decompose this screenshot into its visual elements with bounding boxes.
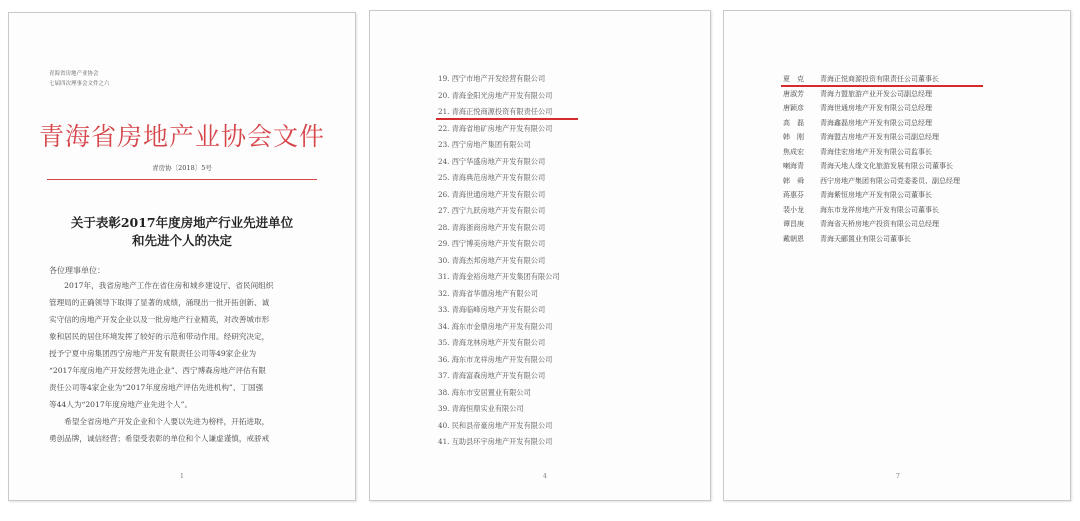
red-header-title: 青海省房地产业协会文件: [38, 122, 325, 151]
person-title: 青海省天桥房地产投资有限公司总经理: [820, 220, 939, 228]
person-name: 高 磊: [783, 118, 804, 127]
heading-line-1: 关于表彰2017年度房地产行业先进单位: [70, 215, 294, 230]
person-row: [783, 89, 960, 104]
body-line: 管理局的正确领导下取得了显著的成绩，涌现出一批开拓创新、诚: [49, 298, 270, 307]
list-item: 32. 青海省华德房地产有限公司: [438, 288, 538, 298]
person-name: 焦成宏: [783, 147, 804, 156]
company-list: [438, 74, 560, 454]
person-title: 西宁房地产集团有限公司党委委员、副总经理: [820, 176, 960, 185]
person-name: 裴小龙: [783, 205, 804, 214]
closing-line: 希望全省房地产开发企业和个人要以先进为榜样，开拓进取，: [49, 417, 270, 426]
person-title: 青海鑫磊房地产开发有限公司总经理: [820, 118, 932, 127]
person-row: [783, 118, 960, 133]
list-item: 23. 西宁房地产集团有限公司: [438, 140, 531, 149]
person-row: [783, 176, 960, 191]
document-number: 青房协〔2018〕5号: [152, 164, 212, 172]
body-line: 责任公司等4家企业为“2017年度房地产评估先进机构”、丁国强: [49, 383, 264, 392]
person-row: [783, 161, 960, 176]
person-list: [783, 74, 960, 248]
list-item: 28. 青海浙商房地产开发有限公司: [438, 222, 546, 232]
document-page-1: [8, 12, 356, 501]
person-row: [783, 190, 960, 205]
red-divider: [47, 179, 317, 180]
person-row-highlighted: [783, 74, 960, 89]
person-row: [783, 234, 960, 249]
heading-line-2: 和先进个人的决定: [131, 233, 232, 248]
person-row: [783, 219, 960, 234]
body-line: 等44人为“2017年度房地产业先进个人”。: [49, 400, 193, 409]
person-title: 青海天郦置业有限公司董事长: [820, 234, 911, 243]
body-line: “2017年度房地产开发经营先进企业”、西宁博森房地产评估有限: [49, 366, 266, 375]
closing-paragraph: [49, 413, 319, 447]
page-number: 4: [543, 473, 547, 480]
person-title: 青海天地人缘文化旅游发展有限公司董事长: [820, 162, 953, 170]
person-name: 唐颖彦: [783, 104, 804, 112]
closing-line: 勇创品牌，诚信经营；希望受表彰的单位和个人谦虚谨慎，戒骄戒: [49, 434, 270, 443]
list-item: 24. 西宁华盛房地产开发有限公司: [438, 156, 546, 166]
person-title: 青海世通房地产开发有限公司总经理: [820, 104, 932, 112]
person-name: 戴朝恩: [783, 234, 804, 243]
list-item: 37. 青海富森房地产开发有限公司: [438, 371, 546, 380]
list-item-highlighted: 21. 青海正悦商源投资有限责任公司: [438, 107, 560, 124]
list-item: 30. 青海杰邦房地产开发有限公司: [438, 255, 546, 265]
list-item: 25. 青海典范房地产开发有限公司: [438, 173, 546, 182]
page-number: 7: [896, 473, 900, 480]
document-page-4: [369, 10, 711, 501]
person-title: 青海盟吉房地产开发有限公司副总经理: [820, 133, 939, 141]
list-item: 29. 西宁博美房地产开发有限公司: [438, 239, 546, 248]
person-name: 唐淑芳: [783, 89, 804, 98]
document-page-7: [723, 10, 1071, 501]
list-item: 27. 西宁九跃房地产开发有限公司: [438, 206, 546, 215]
person-name: 蒋惠芬: [783, 191, 804, 199]
list-item: 19. 西宁市地产开发经营有限公司: [438, 74, 546, 83]
person-name: 韩 舜: [783, 176, 804, 185]
list-item: 26. 青海世通房地产开发有限公司: [438, 189, 546, 199]
person-name: 谭昌庚: [783, 220, 804, 228]
person-row: [783, 205, 960, 220]
person-title: 青海正悦商源投资有限责任公司董事长: [820, 75, 939, 83]
body-line: 实守信的房地产开发企业以及一批房地产行业精英，对改善城市形: [49, 315, 270, 324]
list-item: 20. 青海金阳光房地产开发有限公司: [438, 90, 553, 100]
person-name: 韩 刚: [783, 133, 804, 141]
person-row: [783, 147, 960, 162]
person-title: 青海紫恒房地产开发有限公司董事长: [820, 191, 932, 199]
org-line-2: 七届四次理事会文件之六: [49, 81, 110, 87]
salutation: 各位理事单位：: [49, 266, 105, 275]
body-line: 2017年，我省房地产工作在省住房和城乡建设厅、省民间组织: [49, 281, 274, 290]
list-item: 34. 海东市金鼎房地产开发有限公司: [438, 321, 553, 331]
person-row: [783, 132, 960, 147]
person-title: 青海佳宏房地产开发有限公司监事长: [820, 147, 932, 156]
page-number: 1: [180, 473, 184, 480]
person-name: 夏 克: [783, 75, 804, 83]
list-item: 41. 互助县环宇房地产开发有限公司: [438, 437, 553, 446]
list-item: 36. 海东市龙祥房地产开发有限公司: [438, 354, 553, 364]
person-title: 海东市龙祥房地产开发有限公司董事长: [820, 205, 939, 214]
list-item: 33. 青海临峰房地产开发有限公司: [438, 305, 546, 314]
list-item: 35. 青海龙林房地产开发有限公司: [438, 338, 546, 347]
list-item: 40. 民和县帝豪房地产开发有限公司: [438, 420, 553, 430]
person-title: 青海力盟旅游产业开发公司副总经理: [820, 89, 932, 98]
body-paragraph: [49, 277, 319, 413]
body-line: 象和居民的居住环境发挥了较好的示范和带动作用。经研究决定，: [49, 332, 270, 341]
org-line-1: 青海省房地产业协会: [49, 71, 99, 77]
list-item: 31. 青海金裕房地产开发集团有限公司: [438, 272, 560, 281]
list-item: 39. 青海恒鼎实业有限公司: [438, 404, 524, 413]
list-item: 22. 青海省地矿房地产开发有限公司: [438, 123, 553, 133]
person-row: [783, 103, 960, 118]
list-item: 38. 海东市安居置业有限公司: [438, 387, 531, 397]
person-name: 喇海青: [783, 162, 804, 170]
body-line: 授予宁夏中房集团西宁房地产开发有限责任公司等49家企业为: [49, 349, 257, 358]
